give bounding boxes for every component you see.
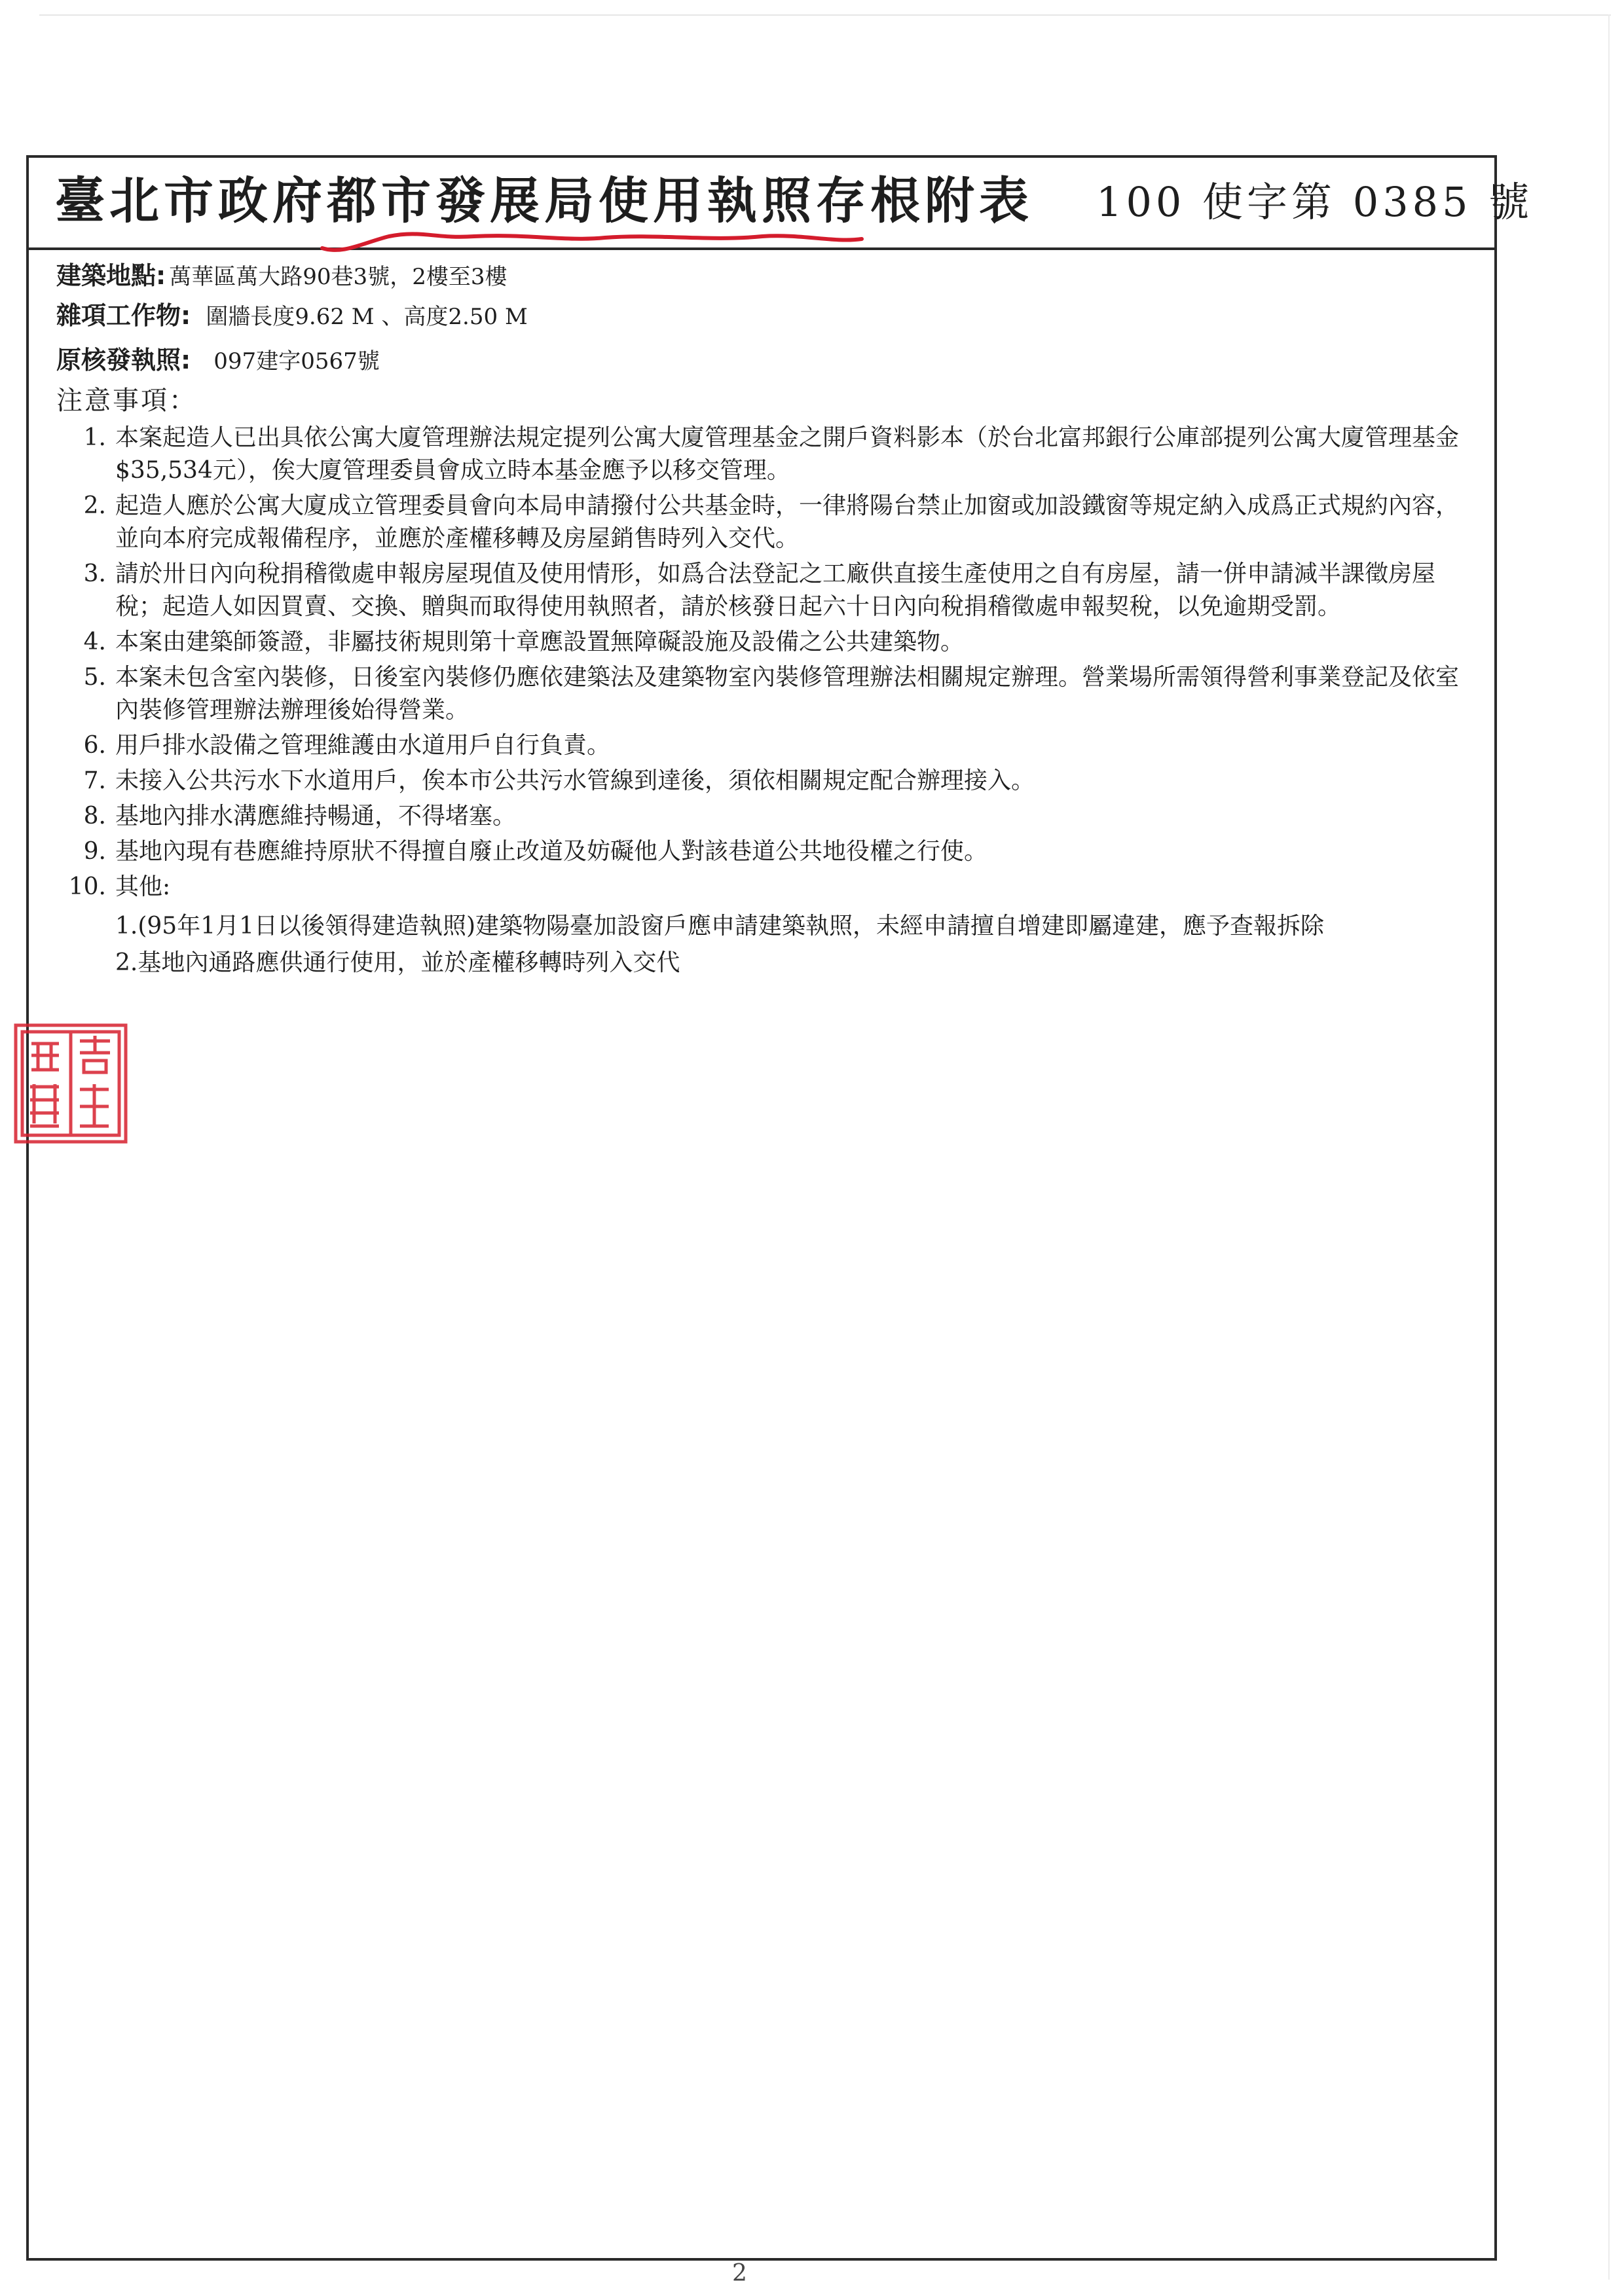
scan-edge-top	[39, 14, 1611, 16]
note-text: 未接入公共污水下水道用戶，俟本市公共污水管線到達後，須依相關規定配合辦理接入。	[115, 767, 1035, 794]
note-number: 3.	[83, 560, 106, 587]
seal-stamp-icon	[12, 1021, 130, 1146]
note-number: 1.	[83, 424, 106, 451]
field-address-label: 建築地點:	[56, 261, 166, 290]
field-original-permit	[56, 344, 380, 382]
note-other-item: 1.(95年1月1日以後領得建造執照)建築物陽臺加設窗戶應申請建築執照，未經申請擅自增建即屬違建，應予查報拆除	[115, 913, 1325, 939]
note-item	[55, 729, 1469, 762]
notes-list	[55, 422, 1469, 979]
note-text: 基地內現有巷應維持原狀不得擅自廢止改道及妨礙他人對該巷道公共地役權之行使。	[115, 838, 988, 865]
note-text: 請於卅日內向稅捐稽徵處申報房屋現值及使用情形，如爲合法登記之工廠供直接生產使用之自有房屋，請一併申請減半課徵房屋稅；起造人如因買賣、交換、贈與而取得使用執照者，請於核發日起六十日內向稅捐稽徵處申報契稅，以免逾期受罰。	[115, 560, 1436, 620]
red-pen-underline	[317, 217, 867, 263]
note-number: 10.	[68, 873, 106, 900]
field-misc-works	[56, 299, 528, 337]
note-number: 8.	[83, 803, 106, 829]
note-number: 9.	[83, 838, 106, 865]
note-item	[55, 871, 1469, 903]
note-item	[55, 490, 1469, 555]
note-number: 2.	[83, 492, 106, 519]
note-item	[55, 835, 1469, 868]
field-original-permit-value: 097建字0567號	[213, 348, 380, 374]
page-number: 2	[732, 2260, 747, 2287]
note-item	[55, 765, 1469, 797]
note-text: 本案起造人已出具依公寓大廈管理辦法規定提列公寓大廈管理基金之開戶資料影本（於台北富邦銀行公庫部提列公寓大廈管理基金$35,534元），俟大廈管理委員會成立時本基金應予以移交管理。	[115, 424, 1460, 484]
note-text: 基地內排水溝應維持暢通，不得堵塞。	[115, 803, 517, 829]
document-header	[29, 158, 1534, 250]
note-number: 4.	[83, 629, 106, 655]
note-item	[55, 661, 1469, 727]
scan-edge-right	[1608, 14, 1610, 2280]
note-item	[55, 558, 1469, 623]
note-item	[55, 800, 1469, 833]
note-text: 本案未包含室內裝修，日後室內裝修仍應依建築法及建築物室內裝修管理辦法相關規定辦理。營業場所需領得營利事業登記及依室內裝修管理辦法辦理後始得營業。	[115, 664, 1460, 723]
note-other-item: 2.基地內通路應供通行使用，並於產權移轉時列入交代	[115, 949, 680, 976]
note-number: 6.	[83, 732, 106, 759]
note-item	[55, 422, 1469, 487]
field-address-value: 萬華區萬大路90巷3號，2樓至3樓	[169, 264, 507, 290]
document-sheet	[26, 155, 1534, 2261]
note-text: 用戶排水設備之管理維護由水道用戶自行負責。	[115, 732, 611, 759]
field-original-permit-label: 原核發執照:	[56, 346, 191, 374]
note-text: 其他:	[115, 873, 171, 900]
permit-number: 100 使字第 0385 號	[1096, 178, 1534, 226]
note-number: 5.	[83, 664, 106, 691]
field-misc-works-value: 圍牆長度9.62 M 、高度2.50 M	[206, 304, 528, 330]
note-text: 起造人應於公寓大廈成立管理委員會向本局申請撥付公共基金時，一律將陽台禁止加窗或加設鐵窗等規定納入成爲正式規約內容，並向本府完成報備程序，並應於產權移轉及房屋銷售時列入交代。	[115, 492, 1460, 552]
document-title: 臺北市政府都市發展局使用執照存根附表	[55, 172, 1033, 230]
note-number: 7.	[83, 767, 106, 794]
note-text: 本案由建築師簽證，非屬技術規則第十章應設置無障礙設施及設備之公共建築物。	[115, 629, 965, 655]
red-pen-underline-stroke	[322, 234, 862, 250]
notes-heading: 注意事項：	[56, 386, 197, 416]
field-address	[56, 259, 507, 297]
note-item	[55, 626, 1469, 659]
field-misc-works-label: 雜項工作物:	[56, 301, 191, 330]
